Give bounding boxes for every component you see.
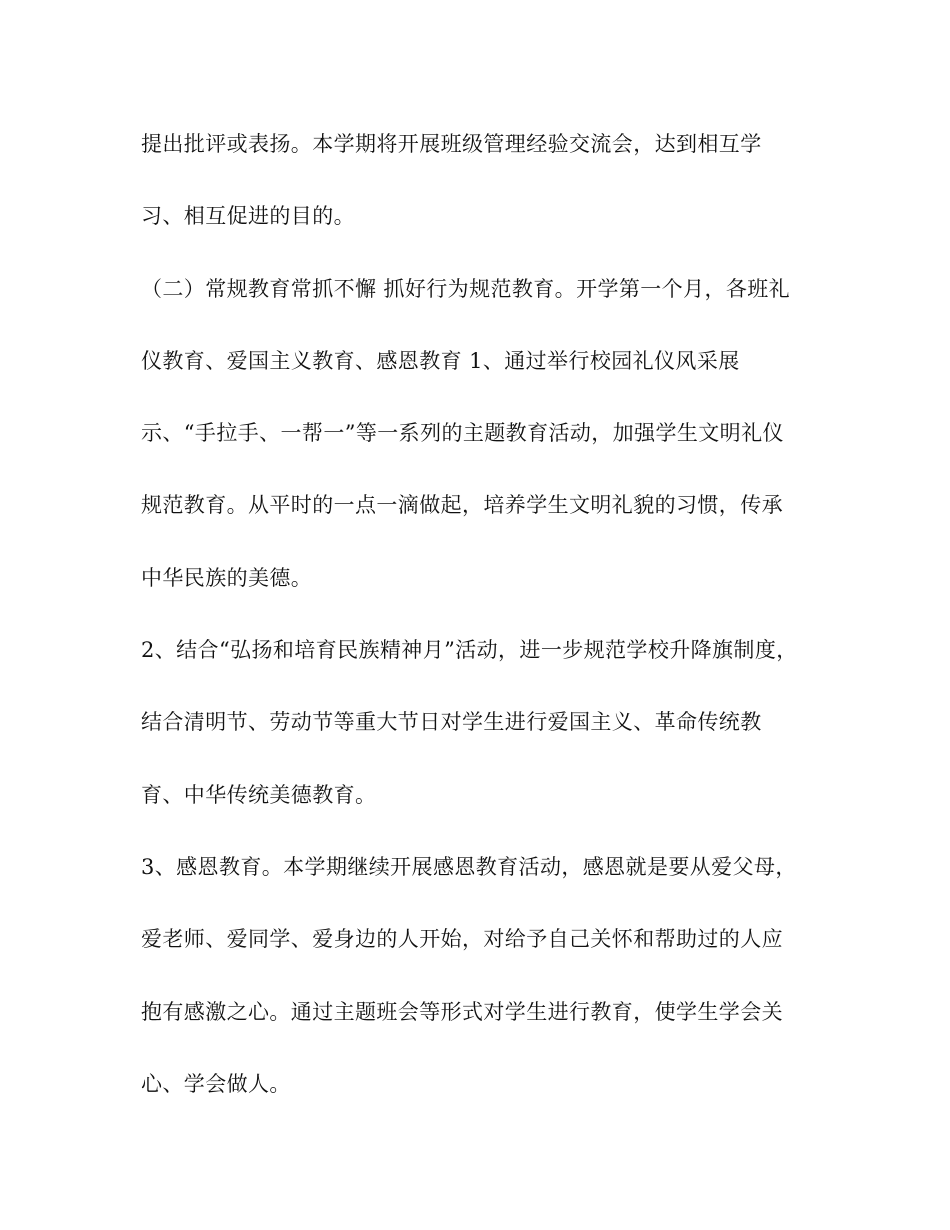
text-line: 中华民族的美德。 bbox=[141, 566, 313, 590]
text-line: 爱老师、爱同学、爱身边的人开始，对给予自己关怀和帮助过的人应 bbox=[141, 927, 783, 951]
text-line: 规范教育。从平时的一点一滴做起，培养学生文明礼貌的习惯，传承 bbox=[141, 493, 783, 517]
text-line: 示、“手拉手、一帮一”等一系列的主题教育活动，加强学生文明礼仪 bbox=[141, 421, 784, 445]
text-line: 抱有感激之心。通过主题班会等形式对学生进行教育，使学生学会关 bbox=[141, 1000, 783, 1024]
text-line: 结合清明节、劳动节等重大节日对学生进行爱国主义、革命传统教 bbox=[141, 710, 762, 734]
text-line: （二）常规教育常抓不懈 抓好行为规范教育。开学第一个月，各班礼 bbox=[141, 277, 791, 301]
text-line: 3、感恩教育。本学期继续开展感恩教育活动，感恩就是要从爱父母， bbox=[141, 855, 797, 879]
text-line: 提出批评或表扬。本学期将开展班级管理经验交流会，达到相互学 bbox=[141, 132, 762, 156]
text-line: 习、相互促进的目的。 bbox=[141, 204, 355, 228]
text-line: 心、学会做人。 bbox=[141, 1072, 291, 1096]
text-line: 育、中华传统美德教育。 bbox=[141, 783, 377, 807]
text-line: 仪教育、爱国主义教育、感恩教育 1、通过举行校园礼仪风采展 bbox=[141, 349, 740, 373]
text-line: 2、结合“弘扬和培育民族精神月”活动，进一步规范学校升降旗制度， bbox=[141, 638, 798, 662]
